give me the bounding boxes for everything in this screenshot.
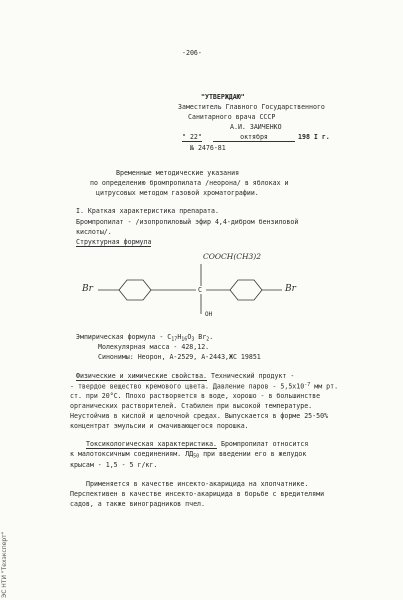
tox-line-2: крысам - 1,5 - 5 г/кг. xyxy=(70,461,158,469)
usage-line-1: Применяется в качестве инсекто-акарицида на хлопчатнике. xyxy=(86,480,309,488)
usage-line-2: Перспективен в качестве инсекто-акарицида в борьбе с вредителями xyxy=(70,490,325,498)
physchem-l1-sup: -7 xyxy=(304,382,311,388)
physchem-line-3: органических растворителей. Стабилен при высокой температуре. xyxy=(70,402,313,410)
date-day: " 22" xyxy=(182,133,202,141)
section-1-line-2: кислоты/. xyxy=(76,228,112,236)
physchem-heading-line xyxy=(76,373,294,380)
tox-heading: Токсикологическая характеристика. xyxy=(86,440,218,448)
left-benzene-ring xyxy=(119,280,151,300)
molecular-mass: Молекулярная масса - 428,12. xyxy=(98,343,210,351)
right-benzene-ring xyxy=(230,280,262,300)
physchem-heading: Физические и химические свойства. xyxy=(76,372,208,380)
physchem-l1-text: - твердое вещество кремового цвета. Давление паров - 5,5х10 xyxy=(70,382,305,391)
structural-formula-label: Структурная формула xyxy=(76,238,152,246)
tox-heading-line xyxy=(86,441,308,448)
approval-name: А.И. ЗАИЧЕНКО xyxy=(230,123,282,131)
tox-heading-rest: Бромпропилат относится xyxy=(217,440,309,448)
tox-l1-sub: 50 xyxy=(193,453,200,460)
physchem-heading-rest: Технический продукт - xyxy=(207,372,295,380)
emp-tail: . xyxy=(209,333,214,341)
physchem-line-4: Неустойчив в кислой и щелочной средах. Выпускается в форме 25-50% xyxy=(70,412,329,420)
formula-right-br: Br xyxy=(285,284,296,294)
approval-number: № 2476-81 xyxy=(190,144,226,152)
emp-o-label: O xyxy=(187,333,192,341)
physchem-line-2: ст. при 20°С. Плохо растворяется в воде, хорошо - в большинстве xyxy=(70,392,321,400)
formula-center-carbon: C xyxy=(198,286,202,294)
physchem-l1-tail: мм рт. xyxy=(310,382,339,391)
formula-top-group: COOCH(CH3)2 xyxy=(203,252,261,261)
usage-line-3: садов, а также виноградников пчел. xyxy=(70,500,205,508)
formula-left-br: Br xyxy=(82,284,93,294)
empirical-label: Эмпирическая формула - C xyxy=(76,333,172,341)
approval-line-2: Санитарного врача СССР xyxy=(188,113,276,121)
emp-h-label: H xyxy=(177,333,182,341)
approval-date-year: 198 I г. xyxy=(298,133,330,141)
physchem-line-5: концентрат эмульсии и смачивающегося порошка. xyxy=(70,422,249,430)
tox-line-1 xyxy=(70,451,306,460)
emp-c-count: 17 xyxy=(171,336,178,343)
page-number: -206- xyxy=(182,49,202,57)
title-line-1: Временные методические указания xyxy=(116,169,240,177)
emp-br-label: Br xyxy=(194,333,207,341)
title-line-2: по определению бромпропилата /неорона/ в яблоках и xyxy=(90,179,289,187)
section-1-heading: I. Краткая характеристика препарата. xyxy=(76,207,219,215)
formula-bottom-group: OH xyxy=(205,311,213,318)
date-month: октября xyxy=(240,133,268,141)
section-1-line-1: Бромпропилат - /изопропиловый эфир 4,4-дибром бензиловой xyxy=(76,218,299,226)
emp-h-count: 16 xyxy=(181,336,188,343)
emp-o-count: 3 xyxy=(191,336,195,343)
tox-l1a: к малотоксичным соединениям. ЛД xyxy=(70,450,194,458)
title-line-3: цитрусовых методом газовой хроматографии. xyxy=(96,189,259,197)
side-stamp: ЭС НТИ "Техэксперт" xyxy=(1,531,8,598)
tox-l1b: при введении его в желудок xyxy=(199,450,307,458)
synonyms: Синонимы: Неорон, А-2529, А-2443,ЖС 19851 xyxy=(98,353,261,361)
emp-br-count: 2 xyxy=(206,336,210,343)
approval-line-1: Заместитель Главного Государственного xyxy=(178,103,325,111)
approval-stamp: "УТВЕРЖДАЮ" xyxy=(201,93,245,101)
empirical-formula xyxy=(76,334,213,343)
physchem-line-1 xyxy=(70,383,338,390)
